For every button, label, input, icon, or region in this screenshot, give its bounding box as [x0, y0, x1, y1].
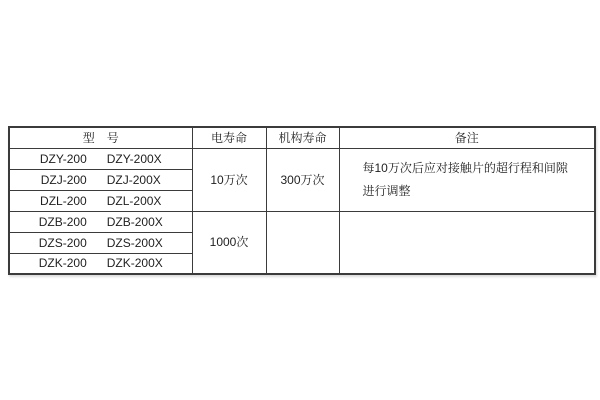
model-pair [10, 216, 192, 228]
model-name: DZK-200 [38, 256, 87, 271]
relay-spec-table [8, 126, 596, 275]
col-header-electrical-life: 电寿命 [192, 127, 266, 148]
model-name: DZS-200X [106, 235, 163, 250]
mechanical-life-cell: 300万次 [266, 148, 339, 211]
model-cell [9, 211, 192, 232]
table-row [9, 148, 595, 169]
col-header-remarks: 备注 [339, 127, 595, 148]
model-name: DZB-200X [106, 214, 163, 229]
model-pair [10, 237, 192, 249]
col-header-mechanical-life: 机构寿命 [266, 127, 339, 148]
model-name: DZY-200 [39, 151, 87, 166]
model-cell [9, 169, 192, 190]
remark-line: 每10万次后应对接触片的超行程和间隙 [362, 160, 568, 175]
electrical-life-cell: 10万次 [192, 148, 266, 211]
remark-line: 进行调整 [362, 183, 411, 198]
electrical-life-cell: 1000次 [192, 211, 266, 274]
table-row [9, 211, 595, 232]
col-header-model: 型 号 [9, 127, 192, 148]
model-name: DZK-200X [106, 256, 163, 271]
model-pair [10, 174, 192, 186]
mechanical-life-cell-empty [266, 211, 339, 274]
model-name: DZY-200X [106, 151, 162, 166]
model-pair [10, 257, 192, 269]
model-name: DZS-200 [38, 235, 87, 250]
model-name: DZJ-200 [40, 172, 87, 187]
model-name: DZB-200 [38, 214, 87, 229]
model-pair [10, 195, 192, 207]
model-name: DZL-200 [40, 193, 87, 208]
model-cell [9, 190, 192, 211]
remarks-cell [339, 148, 595, 211]
model-cell [9, 232, 192, 253]
model-cell [9, 253, 192, 274]
model-cell [9, 148, 192, 169]
header-row [9, 127, 595, 148]
model-name: DZJ-200X [106, 172, 161, 187]
remarks-cell-empty [339, 211, 595, 274]
model-name: DZL-200X [106, 193, 162, 208]
model-pair [10, 153, 192, 165]
